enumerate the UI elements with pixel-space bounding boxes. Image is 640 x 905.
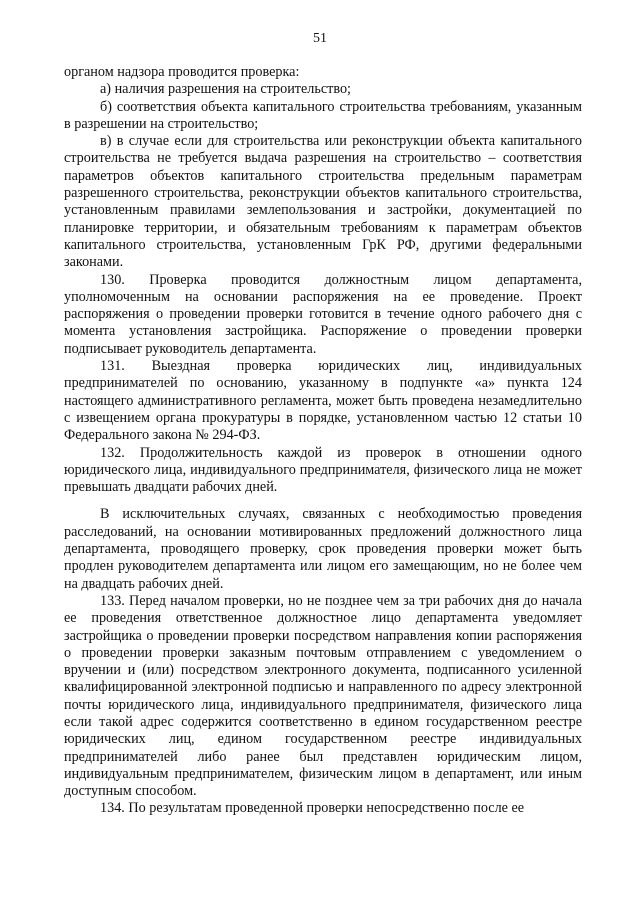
paragraph-132: 132. Продолжительность каждой из проверок в отношении одного юридического лица, индивидуального предпринимателя, физического лица не может превышать двадцати рабочих дней. bbox=[64, 444, 582, 496]
document-body bbox=[64, 64, 582, 818]
paragraph-131: 131. Выездная проверка юридических лиц, индивидуальных предпринимателей по основанию, указанному в подпункте «а» пункта 124 настоящего административного регламента, может быть проведена незамедлительно с извещением органа прокуратуры в порядке, установленном частью 12 статьи 10 Федерального закона № 294-ФЗ. bbox=[64, 358, 582, 444]
paragraph-134: 134. По результатам проведенной проверки непосредственно после ее bbox=[100, 800, 525, 817]
paragraph-133: 133. Перед началом проверки, но не позднее чем за три рабочих дня до начала ее проведения ответственное должностное лицо департамента уведомляет застройщика о проведении проверки посредством направления копии распоряжения о проведении проверки заказным почтовым отправлением с уведомлением о вручении и (или) посредством электронного документа, подписанного усиленной квалифицированной электронной подписью и направленного по адресу электронной почты юридического лица, индивидуального предпринимателя, физического лица если такой адрес содержится соответственно в едином государственном реестре юридических лиц, едином государственном реестре индивидуальных предпринимателей либо ранее был представлен юридическим лицом, индивидуальным предпринимателем, физическим лицом в департамент, или иным доступным способом. bbox=[64, 592, 582, 800]
paragraph-exceptional-cases: В исключительных случаях, связанных с необходимостью проведения расследований, на основании мотивированных предложений должностного лица департамента, проводящего проверку, срок проведения проверки может быть продлен руководителем департамента или лицом его замещающим, но не более чем на двадцать рабочих дней. bbox=[64, 506, 582, 592]
paragraph-intro: органом надзора проводится проверка: bbox=[64, 64, 300, 80]
page-number: 51 bbox=[313, 31, 327, 46]
list-item-a: а) наличия разрешения на строительство; bbox=[100, 81, 351, 98]
list-item-v: в) в случае если для строительства или реконструкции объекта капитального строительства не требуется выдача разрешения на строительство – соответствия параметров объектов капитального строительства предельным параметрам разрешенного строительства, реконструкции объектов капитального строительства, установленным правилами землепользования и застройки, документацией по планировке территории, и обязательным требованиям к параметрам объектов капитального строительства, установленным ГрК РФ, другими федеральными законами. bbox=[64, 133, 582, 271]
list-item-b: б) соответствия объекта капитального строительства требованиям, указанным в разрешении на строительство; bbox=[64, 98, 582, 132]
paragraph-130: 130. Проверка проводится должностным лицом департамента, уполномоченным на основании распоряжения на ее проведение. Проект распоряжения о проведении проверки готовится в течение одного рабочего дня с момента установления застройщика. Распоряжение о проведении проверки подписывает руководитель департамента. bbox=[64, 271, 582, 357]
